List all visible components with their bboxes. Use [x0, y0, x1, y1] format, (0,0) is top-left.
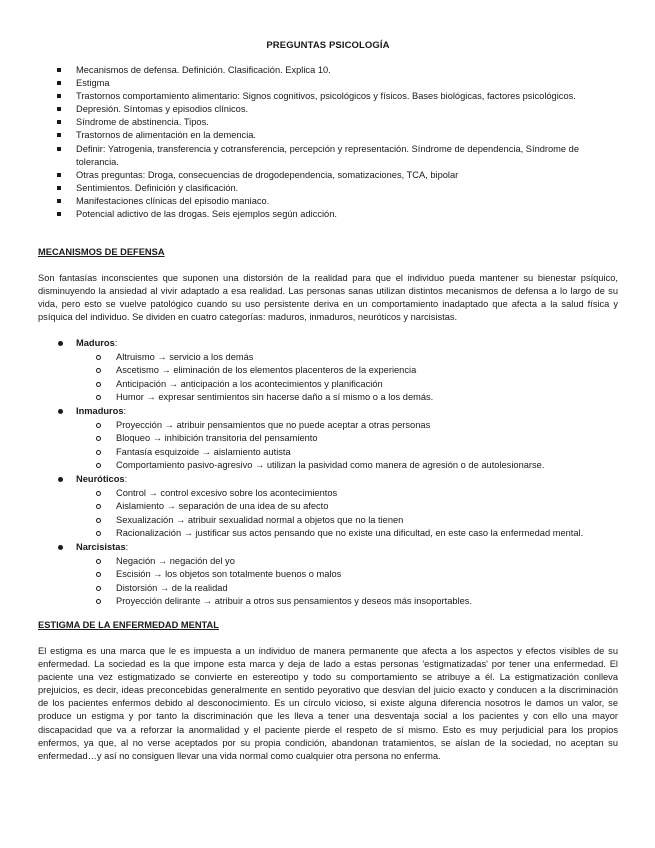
mechanism-item: Aislamiento → separación de una idea de su afecto — [76, 500, 618, 514]
topic-item: Estigma — [38, 77, 618, 90]
category-narcisistas: Narcisistas: Negación → negación del yo Escisión → los objetos son totalmente buenos o malos Distorsión → de la realidad Proyección delirante → atribuir a otros sus pensamientos y deseos más insoportables. — [38, 541, 618, 609]
topic-item: Depresión. Síntomas y episodios clínicos. — [38, 103, 618, 116]
topic-item: Síndrome de abstinencia. Tipos. — [38, 116, 618, 129]
mechanism-item: Ascetismo → eliminación de los elementos placenteros de la experiencia — [76, 364, 618, 378]
mechanism-list — [76, 351, 618, 405]
category-title: Inmaduros — [76, 405, 124, 416]
topic-item: Potencial adictivo de las drogas. Seis ejemplos según adicción. — [38, 208, 618, 221]
mechanism-item: Control → control excesivo sobre los acontecimientos — [76, 487, 618, 501]
category-title: Maduros — [76, 338, 115, 348]
topic-item: Manifestaciones clínicas del episodio maniaco. — [38, 195, 618, 208]
topic-item: Trastornos de alimentación en la demencia. — [38, 129, 618, 142]
topic-item: Trastornos comportamiento alimentario: Signos cognitivos, psicológicos y físicos. Bases biológicas, factores psicológicos. — [38, 90, 618, 103]
document-title: PREGUNTAS PSICOLOGÍA — [266, 40, 390, 51]
mechanism-list — [76, 555, 618, 609]
mechanism-item: Bloqueo → inhibición transitoria del pensamiento — [76, 432, 618, 446]
mechanism-item: Humor → expresar sentimientos sin hacerse daño a sí mismo o a los demás. — [76, 391, 618, 405]
mechanism-list — [76, 487, 618, 541]
defense-categories-list — [38, 337, 618, 609]
topic-item: Otras preguntas: Droga, consecuencias de drogodependencia, somatizaciones, TCA, bipolar — [38, 169, 618, 182]
defense-heading: MECANISMOS DE DEFENSA — [38, 247, 165, 257]
mechanism-item: Altruismo → servicio a los demás — [76, 351, 618, 365]
category-title: Narcisistas — [76, 541, 126, 552]
topic-item: Mecanismos de defensa. Definición. Clasificación. Explica 10. — [38, 64, 618, 77]
topic-item: Definir: Yatrogenia, transferencia y cotransferencia, percepción y representación. Síndrome de dependencia, Síndrome de tolerancia. — [38, 143, 618, 169]
mechanism-item: Anticipación → anticipación a los acontecimientos y planificación — [76, 378, 618, 392]
mechanism-item: Distorsión → de la realidad — [76, 582, 618, 596]
mechanism-item: Negación → negación del yo — [76, 555, 618, 569]
mechanism-item: Fantasía esquizoide → aislamiento autista — [76, 446, 618, 460]
mechanism-item: Proyección delirante → atribuir a otros sus pensamientos y deseos más insoportables. — [76, 595, 618, 609]
category-maduros: Maduros: Altruismo → servicio a los demás Ascetismo → eliminación de los elementos placenteros de la experiencia Anticipación → anticipación a los acontecimientos y planificación Humor → expresar sentimientos sin hacerse daño a sí mismo o a los demás. — [38, 337, 618, 405]
mechanism-item: Comportamiento pasivo-agresivo → utilizan la pasividad como manera de agresión o de autolesionarse. — [76, 459, 618, 473]
category-title: Neuróticos — [76, 473, 125, 484]
stigma-paragraph: El estigma es una marca que le es impuesta a un individuo de manera permanente que afecta a los aspectos y efectos visibles de su enfermedad. La sociedad es la que impone esta marca y deja de lado a estas personas 'estigmatizadas' por tener una enfermedad. El paciente una vez estigmatizado se convierte en estereotipo y todo su comportamiento se atribuye a él. La estigmatización conlleva prejuicios, es decir, ideas preconcebidas generalmente en sentido peyorativo que desvían del juicio exacto y conducen a la discriminación de los pacientes enfermos debido al desconocimiento. Es un círculo vicioso, si existe alguna diferencia nosotros le damos un valor, se produce un estigma y por tanto la discriminación que les lleva a tener una desventaja social a los pacientes y con ello una mayor discapacidad que va a reforzar la anormalidad y el paciente pierde el respeto de sí mismo. Esto es muy perjudicial para los propios enfermos, ya que, al no verse aceptados por su propia condición, abandonan tratamientos, se aíslan de la sociedad, no aceptan su enfermedad…y así no consiguen llevar una vida normal como cualquier otra persona no enferma. — [38, 646, 618, 761]
mechanism-item: Racionalización → justificar sus actos pensando que no existe una dificultad, en este caso la enfermedad mental. — [76, 527, 618, 541]
topic-item: Sentimientos. Definición y clasificación. — [38, 182, 618, 195]
stigma-heading: ESTIGMA DE LA ENFERMEDAD MENTAL — [38, 620, 219, 630]
category-neuroticos: Neuróticos: Control → control excesivo sobre los acontecimientos Aislamiento → separación de una idea de su afecto Sexualización → atribuir sexualidad normal a objetos que no la tienen Racionalización → justificar sus actos pensando que no existe una dificultad, en este caso la enfermedad mental. — [38, 473, 618, 541]
category-inmaduros: Inmaduros: Proyección → atribuir pensamientos que no puede aceptar a otras personas Bloqueo → inhibición transitoria del pensamiento Fantasía esquizoide → aislamiento autista Comportamiento pasivo-agresivo → utilizan la pasividad como manera de agresión o de autolesionarse. — [38, 405, 618, 473]
defense-intro-paragraph: Son fantasías inconscientes que suponen una distorsión de la realidad para que el individuo pueda mantener su bienestar psíquico, disminuyendo la ansiedad al vivir adaptado a esa realidad. Las personas sanas utilizan distintos mecanismos de defensa a lo largo de su vida, pero esto se vuelve patológico cuando su uso persistente deriva en un comportamiento inadaptado que afecta a la salud física y psíquica del individuo. Se dividen en cuatro categorías: maduros, inmaduros, neuróticos y narcisistas. — [38, 273, 618, 323]
mechanism-item: Escisión → los objetos son totalmente buenos o malos — [76, 568, 618, 582]
topics-list — [38, 64, 618, 221]
mechanism-list — [76, 419, 618, 473]
mechanism-item: Proyección → atribuir pensamientos que no puede aceptar a otras personas — [76, 419, 618, 433]
mechanism-item: Sexualización → atribuir sexualidad normal a objetos que no la tienen — [76, 514, 618, 528]
